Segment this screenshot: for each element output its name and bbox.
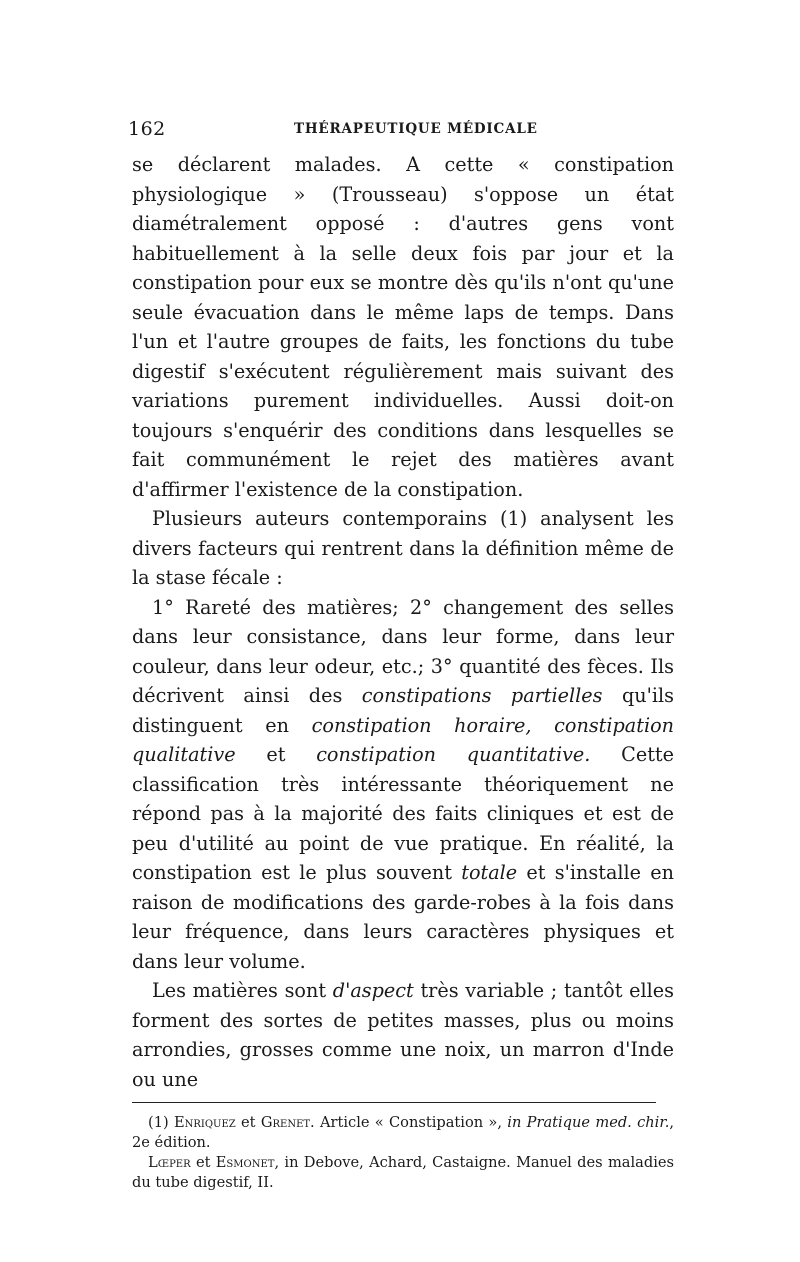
paragraph-3-text-e: et s'installe en raison de modifications des garde-robes à la fois dans leur fréquence, dans leurs caractères physiques et dans leur volume. (132, 861, 674, 973)
paragraph-1: se déclarent malades. A cette « constipation physiologique » (Trousseau) s'oppose un état diamétralement opposé : d'autres gens vont habituellement à la selle deux fois par jour et la constipation pour eux se montre dès qu'ils n'ont qu'une seule évacuation dans le même laps de temps. Dans l'un et l'autre groupes de faits, les fonctions du tube digestif s'exécutent régulièrement mais suivant des variations purement individuelles. Aussi doit-on toujours s'enquérir des conditions dans lesquelles se fait communément le rejet des matières avant d'affirmer l'existence de la constipation. (132, 153, 674, 501)
paragraph-4 (132, 976, 674, 1094)
paragraph-2: Plusieurs auteurs contemporains (1) analysent les divers facteurs qui rentrent dans la définition même de la stase fécale : (132, 507, 674, 589)
paragraph-4-text-a: Les matières sont (152, 979, 333, 1002)
footnote-2-author-1: Lœper (148, 1154, 191, 1171)
footnote-1-number: (1) (148, 1114, 174, 1131)
footnote-2-text: , in Debove, Achard, Castaigne. Manuel des maladies du tube digestif, II. (132, 1154, 674, 1191)
paragraph-3-text-d: Cette classification très intéressante théoriquement ne répond pas à la majorité des faits cliniques et est de peu d'utilité au point de vue pratique. En réalité, la constipation est le plus souvent (132, 743, 674, 884)
paragraph-3-italic-3: constipation quantitative. (316, 743, 591, 766)
paragraph-3-text-a: 1° Rareté des matières; 2° changement des selles dans leur consistance, dans leur forme, dans leur couleur, dans leur odeur, etc.; 3° quantité des fèces. Ils décrivent ainsi des (132, 595, 674, 707)
paragraph-3-italic-1: constipations partielles (361, 684, 603, 707)
footnote-2-and: et (190, 1154, 216, 1171)
footnote-1-text-2: , 2e édition. (132, 1114, 674, 1151)
footnotes (132, 1113, 674, 1193)
page-number: 162 (128, 118, 166, 140)
paragraph-3 (132, 593, 674, 977)
footnote-1 (132, 1113, 674, 1153)
footnote-2 (132, 1153, 674, 1193)
running-title: THÉRAPEUTIQUE MÉDICALE (294, 121, 538, 137)
footnote-1-and: et (235, 1114, 261, 1131)
paragraph-3-italic-4: totale (461, 861, 518, 884)
footnote-2-author-2: Esmonet (215, 1154, 275, 1171)
footnote-1-author-1: Enriquez (173, 1114, 236, 1131)
paragraph-3-italic-2: constipation horaire, constipation qualitative (132, 713, 674, 766)
footnote-divider (132, 1102, 656, 1103)
paragraph-3-text-b: qu'ils distinguent en (132, 684, 674, 737)
footnote-1-text-1: . Article « Constipation », (310, 1114, 508, 1131)
page-header (128, 118, 674, 146)
paragraph-4-text-b: très variable ; tantôt elles forment des sortes de petites masses, plus ou moins arrondies, grosses comme une noix, un marron d'Inde ou une (132, 979, 674, 1091)
body-text (132, 150, 674, 1094)
footnote-1-author-2: Grenet (260, 1114, 311, 1131)
paragraph-4-italic-1: d'aspect (332, 979, 414, 1002)
footnote-1-italic: in Pratique med. chir. (507, 1114, 670, 1131)
paragraph-3-text-c: et (235, 743, 317, 766)
book-page (128, 118, 674, 1193)
